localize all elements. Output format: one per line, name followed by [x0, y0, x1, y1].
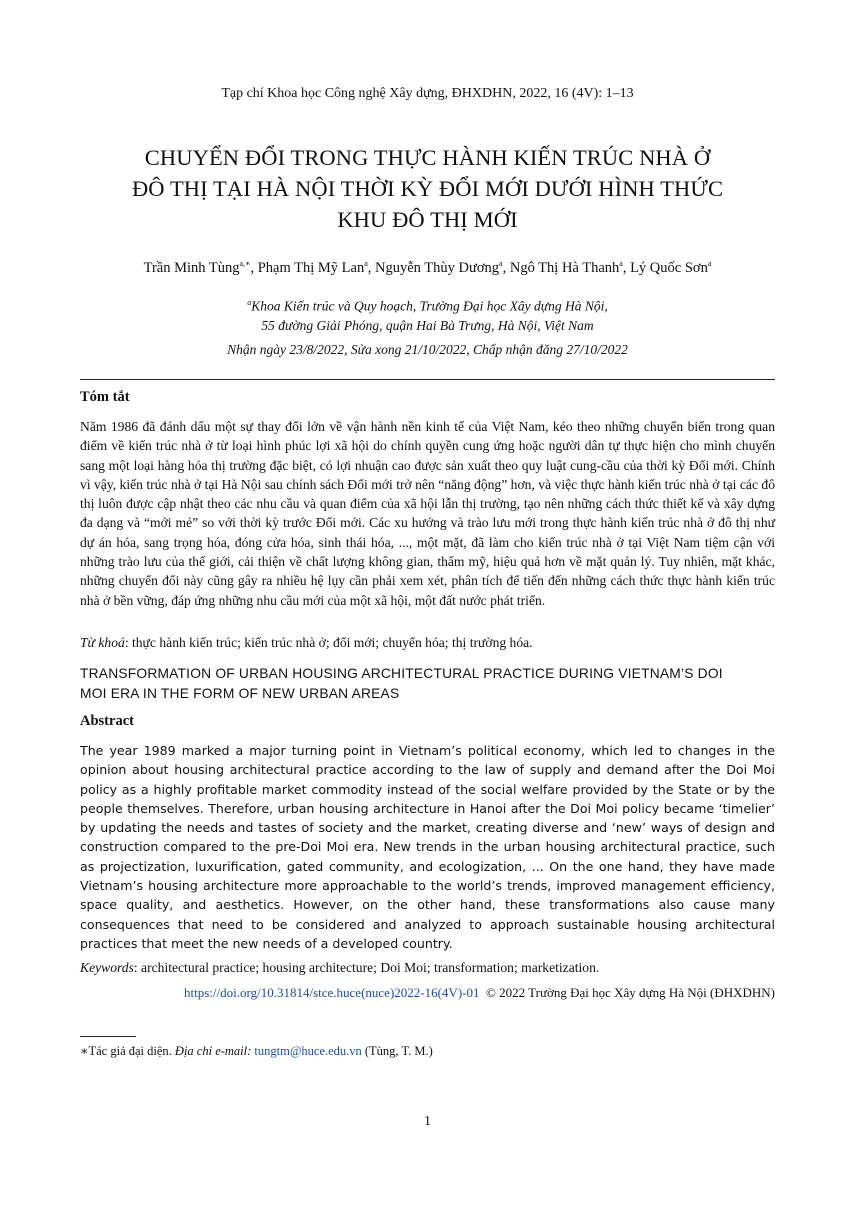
- vn-keywords-label: Từ khoá: [80, 635, 125, 650]
- title-line-3: KHU ĐÔ THỊ MỚI: [337, 207, 518, 232]
- footnote-prefix: ∗Tác giả đại diện.: [80, 1044, 175, 1058]
- footnote-email-label: Địa chỉ e-mail:: [174, 1044, 252, 1058]
- en-keywords-label: Keywords: [80, 960, 134, 975]
- header-divider: [80, 379, 775, 380]
- vn-keywords-text: : thực hành kiến trúc; kiến trúc nhà ở; đổi mới; chuyển hóa; thị trường hóa.: [124, 635, 533, 650]
- journal-header: Tạp chí Khoa học Công nghệ Xây dựng, ĐHXDHN, 2022, 16 (4V): 1–13: [221, 86, 634, 101]
- vn-abstract-heading: Tóm tắt: [80, 389, 130, 405]
- author-name: Nguyễn Thùy Dương: [375, 259, 500, 276]
- english-title-line-2: MOI ERA IN THE FORM OF NEW URBAN AREAS: [80, 686, 400, 701]
- footnote-divider: [80, 1036, 136, 1037]
- paper-title: [100, 142, 755, 235]
- footnote-email-link[interactable]: tungtm@huce.edu.vn: [254, 1044, 362, 1058]
- affiliation-line-2: 55 đường Giải Phóng, quận Hai Bà Trưng, Hà Nội, Việt Nam: [261, 317, 594, 333]
- footnote-suffix: (Tùng, T. M.): [361, 1044, 433, 1058]
- copyright: © 2022 Trường Đại học Xây dựng Hà Nội (ĐHXDHN): [485, 985, 775, 1000]
- author-affil-mark: a: [364, 259, 368, 268]
- english-title-line-1: TRANSFORMATION OF URBAN HOUSING ARCHITECTURAL PRACTICE DURING VIETNAM’S DOI: [80, 666, 723, 681]
- author-list: Trần Minh Tùng$^{a,∗}$, Phạm Thị Mỹ Lan$^a$, Nguyễn Thùy Dương$^a$, Ngô Thị Hà Thanh$^a$, Lý Quốc Sơn$^a$: [143, 259, 712, 276]
- author-affil-mark: a,∗: [239, 259, 251, 268]
- author-name: Trần Minh Tùng: [143, 259, 240, 276]
- doi-line: [130, 985, 775, 1001]
- vn-abstract-body: Năm 1986 đã đánh dấu một sự thay đổi lớn về vận hành nền kinh tế của Việt Nam, kéo theo những chuyển biến trong quan điểm về kiến trúc nhà ở từ loại hình phúc lợi xã hội do chính quyền cung ứng hoặc người dân tự thực hiện cho mình chuyển sang một loại hàng hóa thị trường đặc biệt, có lợi nhuận cao được sản xuất theo quy luật cung-cầu của thời kỳ Đổi mới. Chính vì vậy, kiến trúc nhà ở tại Hà Nội sau chính sách Đổi mới trở nên “năng động” hơn, và việc thực hành kiến trúc nhà ở tại các đô thị luôn được cập nhật theo các nhu cầu và quan điểm của xã hội lẫn thị trường, tạo nên những cách thức thiết kế và xây dựng đa dạng và “mới mẻ” so với thời kỳ trước Đổi mới. Các xu hướng và trào lưu mới trong thực hành kiến trúc nhà ở đô thị như dự án hóa, sang trọng hóa, đóng cửa hóa, sinh thái hóa, ..., một mặt, đã làm cho kiến trúc nhà ở tại Việt Nam tiệm cận với những trào lưu của thế giới, cải thiện về chất lượng không gian, thẩm mỹ, hiệu quả hơn về mặt quản lý. Tuy nhiên, mặt khác, những chuyển đổi này cũng gây ra nhiều hệ lụy cần phải xem xét, phân tích để tiến đến những cách thức thực hành kiến trúc nhà ở bền vững, đáp ứng những nhu cầu mới của một xã hội, một đất nước phát triển.: [80, 419, 775, 608]
- en-keywords-text: : architectural practice; housing architecture; Doi Moi; transformation; marketization.: [133, 960, 600, 975]
- author-affil-mark: a: [707, 259, 712, 268]
- title-line-2: ĐÔ THỊ TẠI HÀ NỘI THỜI KỲ ĐỔI MỚI DƯỚI HÌNH THỨC: [131, 176, 724, 201]
- author-name: Phạm Thị Mỹ Lan: [257, 259, 365, 276]
- received-dates: Nhận ngày 23/8/2022, Sửa xong 21/10/2022, Chấp nhận đăng 27/10/2022: [227, 342, 628, 357]
- author-affil-mark: a: [499, 259, 503, 268]
- author-affil-mark: a: [619, 259, 623, 268]
- page-number: 1: [424, 1114, 431, 1129]
- en-abstract-body: The year 1989 marked a major turning point in Vietnam’s political economy, which led to changes in the opinion about housing architectural practice according to the law of supply and demand after the Doi Moi policy as a highly profitable market commodity instead of the social welfare provided by the State or by the people themselves. Therefore, urban housing architecture in Hanoi after the Doi Moi policy became ‘timelier’ by updating the needs and tastes of society and the market, creating diverse and ‘new’ ways of design and construction compared to the pre-Doi Moi era. New trends in the urban housing architectural practice, such as projectization, luxurification, gated community, and ecologization, ... On the one hand, they have made Vietnam’s housing architecture more approachable to the world’s trends, improved management efficiency, space quality, and aesthetics. However, on the other hand, these transformations also cause many consequences that need to be considered and analyzed to approach sustainable housing architectural practices that meet the new needs of a developed country.: [80, 743, 775, 951]
- english-title: [80, 664, 775, 704]
- affiliation-line-1: Khoa Kiến trúc và Quy hoạch, Trường Đại học Xây dựng Hà Nội,: [251, 298, 608, 314]
- author-name: Ngô Thị Hà Thanh: [509, 259, 620, 276]
- vn-keywords: [80, 635, 775, 651]
- title-line-1: CHUYỂN ĐỔI TRONG THỰC HÀNH KIẾN TRÚC NHÀ Ở: [144, 145, 711, 170]
- doi-link[interactable]: https://doi.org/10.31814/stce.huce(nuce)2022-16(4V)-01: [184, 985, 480, 1000]
- affiliation-mark: a: [247, 298, 252, 307]
- paper-page: [80, 0, 775, 1212]
- en-keywords: [80, 960, 775, 976]
- author-name: Lý Quốc Sơn: [630, 259, 708, 276]
- footnote: [80, 1043, 433, 1059]
- affiliation: [80, 293, 775, 335]
- en-abstract-heading: Abstract: [80, 713, 134, 729]
